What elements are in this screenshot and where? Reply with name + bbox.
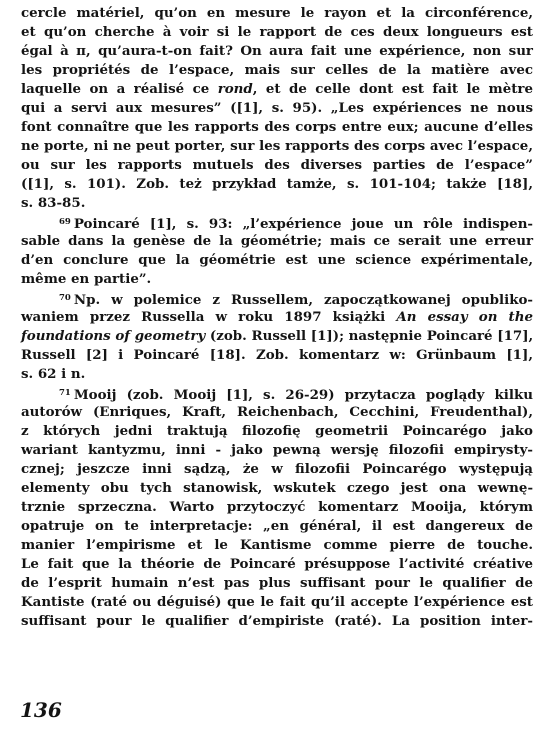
text-line: s. 62 i n. xyxy=(21,366,86,382)
footnote-71-first-line: $^{71}$ Mooij (zob. Mooij [1], s. 26-29) przytacza poglądy kilku xyxy=(59,387,533,403)
footnote-number: 69 xyxy=(59,217,71,227)
italic-text: An essay on the xyxy=(396,309,533,325)
text-line: foundations of geometry (zob. Russell [1]); następnie Poincaré [17], xyxy=(21,328,534,344)
text-line: et qu’on cherche à voir si le rapport de ces deux longueurs est xyxy=(21,24,533,40)
text-line: Le fait que la théorie de Poincaré présuppose l’activité créative xyxy=(21,556,533,572)
text-line: ([1], s. 101). Zob. też przykład tamże, s. 101-104; także [18], xyxy=(21,176,533,192)
text-line: cercle matériel, qu’on en mesure le rayon et la circonférence, xyxy=(21,5,533,21)
text-line: manier l’empirisme et le Kantisme comme pierre de touche. xyxy=(21,537,533,553)
text-line: Russell [2] i Poincaré [18]. Zob. komentarz w: Grünbaum [1], xyxy=(21,347,533,363)
text-line: même en partie”. xyxy=(21,271,152,287)
text-line: elementy obu tych stanowisk, wskutek czego jest ona wewnę- xyxy=(21,480,533,496)
page-number: 136 xyxy=(20,698,62,722)
text-line: font connaître que les rapports des corps entre eux; aucune d’elles xyxy=(21,119,533,135)
footnote-70-first-line: $^{70}$ Np. w polemice z Russellem, zapoczątkowanej opubliko- xyxy=(59,292,533,308)
text-line: ou sur les rapports mutuels des diverses parties de l’espace” xyxy=(21,157,533,173)
text-line: sable dans la genèse de la géométrie; mais ce serait une erreur xyxy=(21,233,533,249)
text-line: d’en conclure que la géométrie est une science expérimentale, xyxy=(21,252,533,268)
text-line: ne porte, ni ne peut porter, sur les rapports des corps avec l’espace, xyxy=(21,138,533,154)
text-line: de l’esprit humain n’est pas plus suffisant pour le qualifier de xyxy=(21,575,533,591)
text-line: les propriétés de l’espace, mais sur celles de la matière avec xyxy=(21,62,533,78)
text-line: trznie sprzeczna. Warto przytoczyć komentarz Mooija, którym xyxy=(21,499,533,515)
text-line: laquelle on a réalisé ce rond, et de celle dont est fait le mètre xyxy=(21,81,533,97)
text-line: cznej; jeszcze inni sądzą, że w filozofii Poincarégo występują xyxy=(21,461,533,477)
text-line: opatruje on te interpretacje: „en général, il est dangereux de xyxy=(21,518,533,534)
footnote-number: 71 xyxy=(59,388,71,398)
text-line: égal à π, qu’aura-t-on fait? On aura fait une expérience, non sur xyxy=(21,43,533,59)
text-line: wariant kantyzmu, inni - jako pewną wersję filozofii empirysty- xyxy=(21,442,533,458)
text-line: autorów (Enriques, Kraft, Reichenbach, Cecchini, Freudenthal), xyxy=(21,404,533,420)
text-line: Kantiste (raté ou déguisé) que le fait qu’il accepte l’expérience est xyxy=(21,594,533,610)
footnote-number: 70 xyxy=(59,293,71,303)
footnote-69-first-line: $^{69}$ Poincaré [1], s. 93: „l’expérience joue un rôle indispen- xyxy=(59,216,533,232)
text-line: waniem przez Russella w roku 1897 książki An essay on the xyxy=(21,309,533,325)
text-line: z których jedni traktują filozofię geometrii Poincarégo jako xyxy=(21,423,533,439)
page-text xyxy=(21,4,533,631)
text-line: suffisant pour le qualifier d’empiriste (raté). La position inter- xyxy=(21,613,533,629)
italic-text: rond xyxy=(217,81,253,97)
italic-text: foundations of geometry xyxy=(21,328,206,344)
text-line: qui a servi aux mesures” ([1], s. 95). „Les expériences ne nous xyxy=(21,100,533,116)
text-line: s. 83-85. xyxy=(21,195,86,211)
